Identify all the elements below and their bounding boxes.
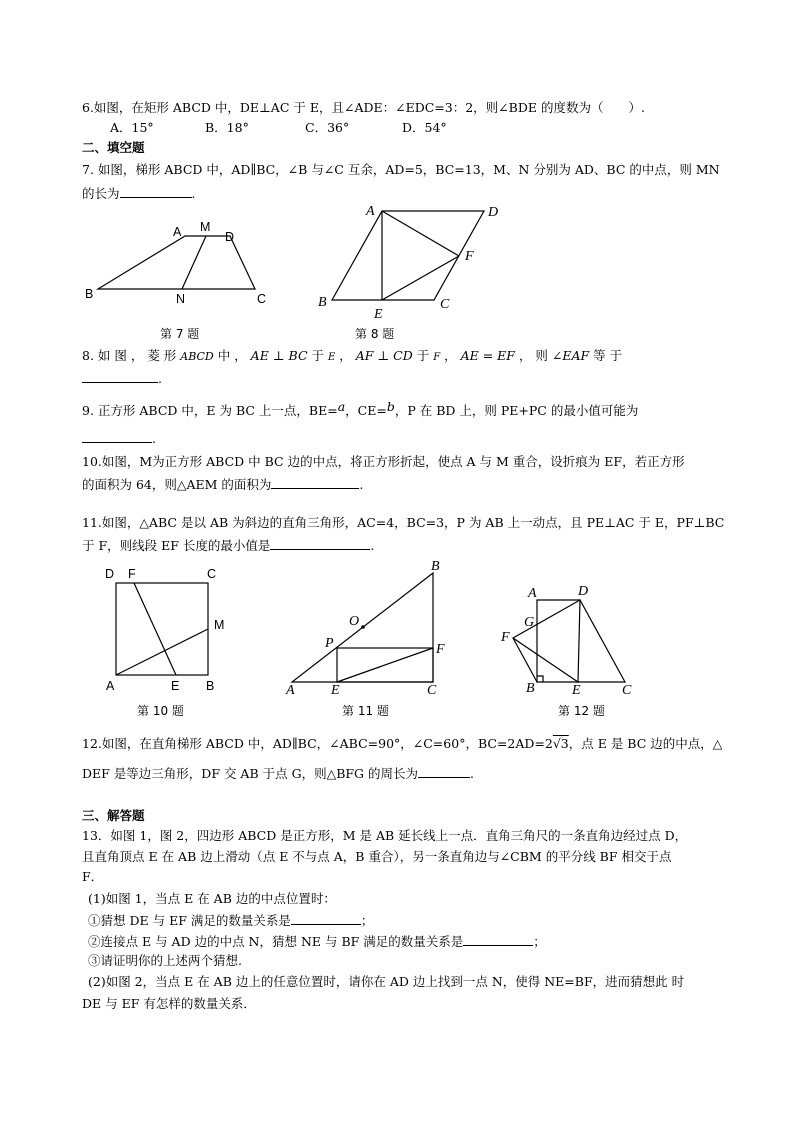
q8-p8: 等 于 [589,348,623,363]
fig11-point-o [361,625,365,629]
fig8-label-f: F [465,249,474,264]
fig7-label-a: A [173,225,182,239]
q13-line3: F． [82,869,104,884]
q8-p6: ， [440,348,461,363]
fig12-trapezoid [537,600,625,682]
q6-option-d: D．54° [402,120,447,135]
fig7-label-m: M [200,220,211,234]
q6-text: 6.如图，在矩形 ABCD 中，DE⊥AC 于 E，且∠ADE：∠EDC=3：2，则∠BDE 的度数为（ ）. [82,100,645,115]
q10-tail: . [359,477,364,492]
fig11-segment-ef [337,648,433,682]
q12-line2 [82,765,474,782]
q8-m3: E [327,352,336,363]
q8-p4: ， [335,348,356,363]
q12-p2: ，点 E 是 BC 边的中点，△ [568,736,723,751]
fig11-label-o: O [349,614,360,629]
fig12-equilateral-def [513,600,580,682]
q8-p7: ， 则 [514,348,552,363]
fig12-label-b: B [526,681,535,696]
fig11-label-e: E [331,683,340,698]
fig12-label-f: F [501,630,510,645]
q13-sub3: ③请证明你的上述两个猜想. [88,953,242,968]
fig12-label-e: E [572,683,581,698]
fig12-caption: 第 12 题 [558,704,605,718]
fig10-label-f: F [128,567,136,581]
fig10-caption: 第 10 题 [137,704,184,718]
fig12-label-a: A [528,586,537,601]
fig10-label-e: E [171,679,180,693]
q10-line2-text: 的面积为 64，则△AEM 的面积为 [82,477,272,492]
q13-sub1-blank[interactable] [291,912,361,925]
q8-p3: 于 [307,348,328,363]
q9-p3: ，P 在 BD 上，则 PE+PC 的最小值可能为 [394,403,639,418]
fig8-caption: 第 8 题 [355,327,395,341]
section-3-title: 三、解答题 [82,808,145,823]
q12-line2-text: DEF 是等边三角形，DF 交 AB 于点 G，则△BFG 的周长为 [82,766,419,781]
q13-part1: (1)如图 1，当点 E 在 AB 边的中点位置时： [88,891,336,906]
fig8-label-e: E [374,307,383,322]
q9-p1: 9. 正方形 ABCD 中，E 为 BC 上一点，BE= [82,403,338,418]
q9-a: a [337,399,346,414]
q9-tail: . [152,431,156,446]
q8-tail: . [158,371,162,386]
q12-p1: 12.如图，在直角梯形 ABCD 中，AD∥BC，∠ABC=90°，∠C=60°，BC=2AD=2 [82,736,553,751]
q13-line2: 且直角顶点 E 在 AB 边上滑动（点 E 不与点 A，B 重合），另一条直角边与∠CBM 的平分线 BF 相交于点 [82,849,672,864]
fig11-label-a: A [286,683,295,698]
q8-m2: AE ⊥ BC [250,348,308,363]
q8-m6: AE = EF [460,348,515,363]
fig12-right-angle-mark [537,676,543,682]
q12-sqrt: √3 [552,736,569,751]
fig10-segment-am [116,629,208,675]
fig11-label-p: P [325,636,334,651]
fig7-caption: 第 7 题 [160,327,200,341]
q8-p5: 于 [412,348,434,363]
section-2-title: 二、填空题 [82,140,145,155]
fig12-label-d: D [578,584,589,599]
fig8-label-c: C [440,297,450,312]
fig7-label-n: N [176,292,186,306]
q12-tail: . [470,766,474,781]
fig7-label-b: B [85,287,94,301]
q8-p2: 中 ， [213,348,251,363]
fig10-fold-ef [134,583,176,675]
q13-sub2-blank[interactable] [463,933,533,946]
fig8-label-d: D [488,205,499,220]
q13-line1: 13．如图 1，图 2，四边形 ABCD 是正方形，M 是 AB 延长线上一点．直角三角尺的一条直角边经过点 D， [82,828,688,843]
fig10-label-m: M [214,618,225,632]
q11-line1: 11.如图，△ABC 是以 AB 为斜边的直角三角形，AC=4，BC=3，P 为 AB 上一动点，且 PE⊥AC 于 E，PF⊥BC [82,515,725,530]
fig7-label-c: C [257,292,267,306]
q6-option-c: C．36° [305,120,350,135]
q8-m4: AF ⊥ CD [355,348,413,363]
fig10-label-c: C [207,567,217,581]
q11-line2-text: 于 F，则线段 EF 长度的最小值是 [82,538,271,553]
q13-sub2 [88,933,546,950]
q13-part2-line2: DE 与 EF 有怎样的数量关系． [82,996,256,1011]
q13-sub1-tail: ； [360,913,374,928]
q6-option-b: B．18° [205,120,249,135]
fig8-label-b: B [318,295,327,310]
q12-answer-blank[interactable] [418,765,470,778]
q7-line1: 7. 如图，梯形 ABCD 中，AD∥BC，∠B 与∠C 互余，AD=5，BC=13，M、N 分别为 AD、BC 的中点，则 MN [82,162,720,177]
q8-m7: ∠EAF [551,348,590,363]
fig8-label-a: A [366,204,375,219]
q13-sub2-tail: ； [533,934,546,949]
q11-tail: . [370,538,375,553]
fig10-label-b: B [206,679,215,693]
fig10-label-a: A [106,679,115,693]
fig10-square [116,583,208,675]
q7-line2-text: 的长为 [82,186,120,201]
q9-p2: ，CE= [345,403,387,418]
q8-m1: ABCD [180,350,214,363]
fig11-label-f: F [436,642,445,657]
fig12-segment-fb [513,638,537,682]
fig12-label-g: G [524,615,535,630]
q13-sub2-text: ②连接点 E 与 AD 边的中点 N，猜想 NE 与 BF 满足的数量关系是 [88,934,464,949]
q10-line1: 10.如图，M为正方形 ABCD 中 BC 边的中点，将正方形折起，使点 A 与 M 重合，设折痕为 EF，若正方形 [82,454,685,469]
q9-b: b [386,399,395,414]
fig10-label-d: D [105,567,115,581]
q6-option-a: A．15° [110,120,154,135]
fig11-caption: 第 11 题 [342,704,389,718]
q8-m5: F [433,352,441,363]
fig11-label-b: B [431,559,440,574]
q7-tail: . [191,186,196,201]
q13-sub1 [88,912,373,929]
fig12-label-c: C [622,683,632,698]
q13-sub1-text: ①猜想 DE 与 EF 满足的数量关系是 [88,913,291,928]
q13-part2-line1: (2)如图 2，当点 E 在 AB 边上的任意位置时，请你在 AD 边上找到一点 N，使得 NE=BF，进而猜想此 时 [88,974,685,989]
q8-p1: 8. 如 图 ， 菱 形 [82,348,181,363]
q12-line1 [82,736,722,752]
fig11-label-c: C [427,683,437,698]
fig7-label-d: D [225,230,235,244]
